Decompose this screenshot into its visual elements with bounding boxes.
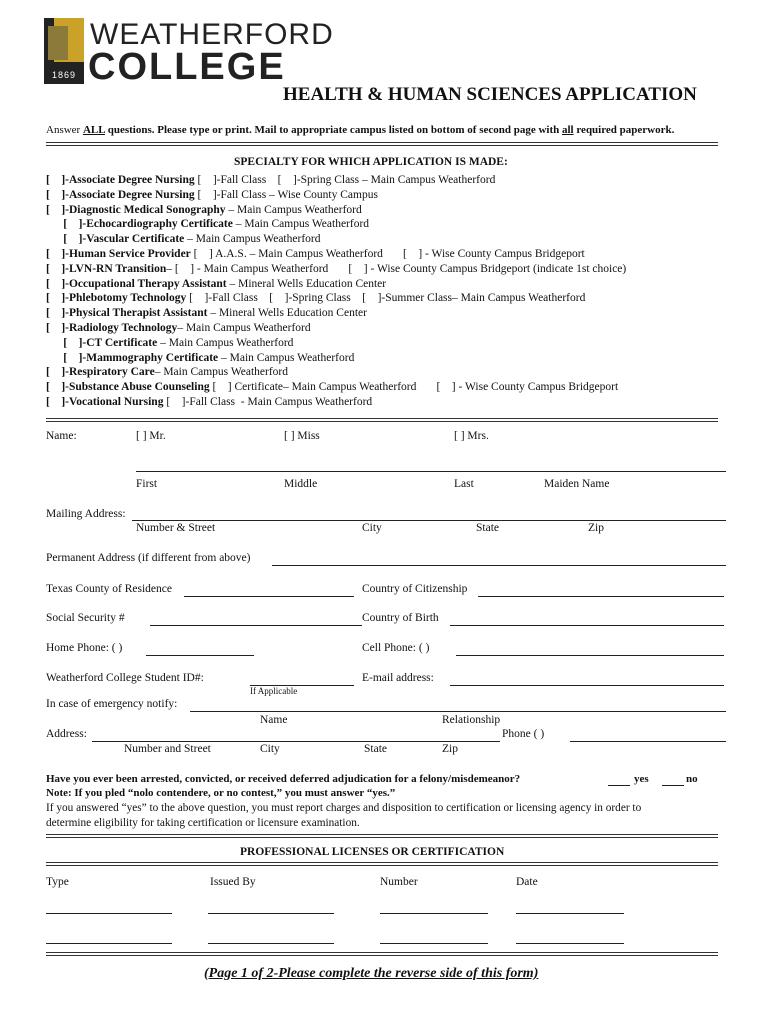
- logo-college: COLLEGE: [88, 46, 286, 88]
- specialty-option[interactable]: [46, 278, 386, 290]
- specialty-option[interactable]: [46, 174, 495, 186]
- birth-country-label: Country of Birth: [362, 612, 439, 624]
- zip-label: Zip: [588, 522, 604, 534]
- licenses-header: PROFESSIONAL LICENSES OR CERTIFICATION: [240, 846, 505, 858]
- page-footer: (Page 1 of 2-Please complete the reverse side of this form): [204, 966, 539, 981]
- divider: [46, 952, 718, 956]
- logo-weatherford: WEATHERFORD: [90, 18, 334, 51]
- miss-checkbox[interactable]: [ ] Miss: [284, 430, 320, 442]
- street-label: Number & Street: [136, 522, 216, 534]
- specialty-program: [ ]-Associate Degree Nursing: [46, 174, 195, 186]
- arrest-info-line1: If you answered “yes” to the above question, you must report charges and disposition to certification or licensing agency in order to: [46, 802, 642, 814]
- specialty-details: – Main Campus Weatherford: [177, 322, 311, 334]
- county-label: Texas County of Residence: [46, 583, 172, 595]
- emergency-zip-label: Zip: [442, 743, 458, 755]
- specialty-program: [ ]-Human Service Provider: [46, 248, 191, 260]
- citizenship-field[interactable]: [478, 596, 724, 597]
- specialty-details: [ ]-Fall Class [ ]-Spring Class – Main Campus Weatherford: [194, 174, 496, 186]
- license1-type-field[interactable]: [46, 913, 172, 914]
- email-field[interactable]: [450, 685, 724, 686]
- divider: [46, 418, 718, 422]
- middle-label: Middle: [284, 478, 318, 490]
- specialty-option[interactable]: [46, 307, 367, 319]
- city-label: City: [362, 522, 382, 534]
- specialty-program: [ ]-Physical Therapist Assistant: [46, 307, 208, 320]
- college-logo-emblem: [44, 18, 84, 84]
- mailing-address-field[interactable]: [132, 520, 726, 521]
- mr-checkbox[interactable]: [ ] Mr.: [136, 430, 166, 442]
- county-field[interactable]: [184, 596, 354, 597]
- arrest-info-line2: determine eligibility for taking certification or licensure examination.: [46, 817, 360, 829]
- logo-year: 1869: [51, 70, 77, 80]
- arrest-yes-field[interactable]: [608, 785, 630, 786]
- license2-issued-field[interactable]: [208, 943, 334, 944]
- permanent-address-label: Permanent Address (if different from above): [46, 552, 251, 564]
- emergency-address-field[interactable]: [92, 741, 500, 742]
- specialty-option[interactable]: [46, 322, 311, 334]
- specialty-details: – Main Campus Weatherford: [154, 366, 289, 379]
- specialty-program: [ ]-Occupational Therapy Assistant: [46, 277, 227, 290]
- emergency-street-label: Number and Street: [124, 743, 211, 755]
- permanent-address-field[interactable]: [272, 565, 726, 566]
- page-title: HEALTH & HUMAN SCIENCES APPLICATION: [283, 84, 697, 105]
- arrest-yes-label: yes: [634, 773, 649, 785]
- emergency-phone-field[interactable]: [570, 741, 726, 742]
- arrest-note: Note: If you pled “nolo contendere, or no contest,” you must answer “yes.”: [46, 787, 396, 799]
- name-label: Name:: [46, 430, 77, 442]
- specialty-program: [ ]-Mammography Certificate: [46, 351, 219, 364]
- specialty-details: [ ] Certificate– Main Campus Weatherford [ ] - Wise County Campus Bridgeport: [209, 381, 619, 394]
- specialty-details: – Main Campus Weatherford: [225, 203, 362, 216]
- ssn-field[interactable]: [150, 625, 362, 626]
- specialty-program: [ ]-Vascular Certificate: [46, 233, 185, 246]
- arrest-no-label: no: [686, 773, 698, 785]
- specialty-details: [ ]-Fall Class - Main Campus Weatherford: [163, 396, 373, 408]
- license2-type-field[interactable]: [46, 943, 172, 944]
- last-label: Last: [454, 478, 474, 490]
- specialty-details: – Mineral Wells Education Center: [207, 307, 367, 320]
- license1-date-field[interactable]: [516, 913, 624, 914]
- name-field[interactable]: [136, 471, 726, 472]
- specialty-details: [ ]-Fall Class [ ]-Spring Class [ ]-Summer Class– Main Campus Weatherford: [186, 292, 586, 305]
- specialty-option[interactable]: [46, 381, 618, 393]
- specialty-program: [ ]-Respiratory Care: [46, 366, 155, 379]
- specialty-details: – Main Campus Weatherford: [157, 336, 294, 349]
- specialty-program: [ ]-LVN-RN Transition: [46, 262, 167, 275]
- specialty-details: – Main Campus Weatherford: [218, 351, 355, 364]
- specialty-option[interactable]: [46, 248, 585, 260]
- license-date-label: Date: [516, 876, 538, 888]
- maiden-label: Maiden Name: [544, 478, 610, 490]
- license2-number-field[interactable]: [380, 943, 488, 944]
- logo-bell-shape: [48, 26, 68, 60]
- specialty-details: [ ] A.A.S. – Main Campus Weatherford [ ] - Wise County Campus Bridgeport: [190, 248, 585, 260]
- mrs-checkbox[interactable]: [ ] Mrs.: [454, 430, 489, 442]
- specialty-details: – [ ] - Main Campus Weatherford [ ] - Wise County Campus Bridgeport (indicate 1st choice): [166, 262, 627, 275]
- cell-phone-label: Cell Phone: ( ): [362, 642, 430, 654]
- emergency-state-label: State: [364, 743, 387, 755]
- student-id-label: Weatherford College Student ID#:: [46, 672, 204, 684]
- home-phone-label: Home Phone: ( ): [46, 642, 123, 654]
- divider: [46, 862, 718, 866]
- mailing-label: Mailing Address:: [46, 508, 126, 520]
- specialty-option[interactable]: [46, 263, 626, 275]
- specialty-header: SPECIALTY FOR WHICH APPLICATION IS MADE:: [234, 156, 508, 168]
- specialty-option[interactable]: [46, 337, 293, 349]
- citizenship-label: Country of Citizenship: [362, 583, 468, 595]
- birth-country-field[interactable]: [450, 625, 724, 626]
- emergency-name-field[interactable]: [190, 711, 726, 712]
- email-label: E-mail address:: [362, 672, 434, 684]
- emergency-label: In case of emergency notify:: [46, 698, 178, 710]
- specialty-option[interactable]: [46, 352, 354, 364]
- divider: [46, 142, 718, 146]
- divider: [46, 834, 718, 838]
- emergency-address-label: Address:: [46, 728, 87, 740]
- ssn-label: Social Security #: [46, 612, 125, 624]
- arrest-no-field[interactable]: [662, 785, 684, 786]
- specialty-details: [ ]-Fall Class – Wise County Campus: [194, 188, 378, 201]
- license-issued-label: Issued By: [210, 876, 256, 888]
- emergency-name-label: Name: [260, 714, 288, 726]
- first-label: First: [136, 478, 158, 490]
- specialty-program: [ ]-Echocardiography Certificate: [46, 218, 233, 231]
- specialty-program: [ ]-Substance Abuse Counseling: [46, 381, 210, 394]
- specialty-option[interactable]: [46, 396, 372, 408]
- license1-number-field[interactable]: [380, 913, 488, 914]
- instructions: Answer ALL questions. Please type or print. Mail to appropriate campus listed on bottom of second page with all required paperwork.: [46, 124, 675, 136]
- home-phone-field[interactable]: [146, 655, 254, 656]
- state-label: State: [476, 522, 499, 534]
- license-number-label: Number: [380, 876, 418, 888]
- specialty-details: – Mineral Wells Education Center: [226, 277, 387, 290]
- emergency-phone-label: Phone ( ): [502, 728, 545, 740]
- license-type-label: Type: [46, 876, 69, 888]
- specialty-program: [ ]-CT Certificate: [46, 336, 158, 349]
- license2-date-field[interactable]: [516, 943, 624, 944]
- license1-issued-field[interactable]: [208, 913, 334, 914]
- specialty-option[interactable]: [46, 189, 378, 201]
- specialty-option[interactable]: [46, 233, 320, 245]
- emergency-relationship-label: Relationship: [442, 714, 501, 726]
- specialty-program: [ ]-Phlebotomy Technology: [46, 292, 187, 305]
- specialty-program: [ ]-Associate Degree Nursing: [46, 188, 195, 201]
- arrest-question: Have you ever been arrested, convicted, or received deferred adjudication for a felony/misdemeanor?: [46, 773, 521, 785]
- specialty-option[interactable]: [46, 218, 369, 230]
- specialty-details: – Main Campus Weatherford: [184, 233, 321, 246]
- if-applicable-note: If Applicable: [250, 686, 298, 696]
- specialty-details: – Main Campus Weatherford: [232, 218, 370, 231]
- specialty-option[interactable]: [46, 204, 362, 216]
- emergency-city-label: City: [260, 743, 280, 755]
- cell-phone-field[interactable]: [456, 655, 724, 656]
- specialty-option[interactable]: [46, 292, 585, 304]
- specialty-program: [ ]-Vocational Nursing: [46, 396, 164, 408]
- specialty-program: [ ]-Radiology Technology: [46, 322, 178, 334]
- specialty-option[interactable]: [46, 366, 288, 378]
- specialty-program: [ ]-Diagnostic Medical Sonography: [46, 203, 226, 216]
